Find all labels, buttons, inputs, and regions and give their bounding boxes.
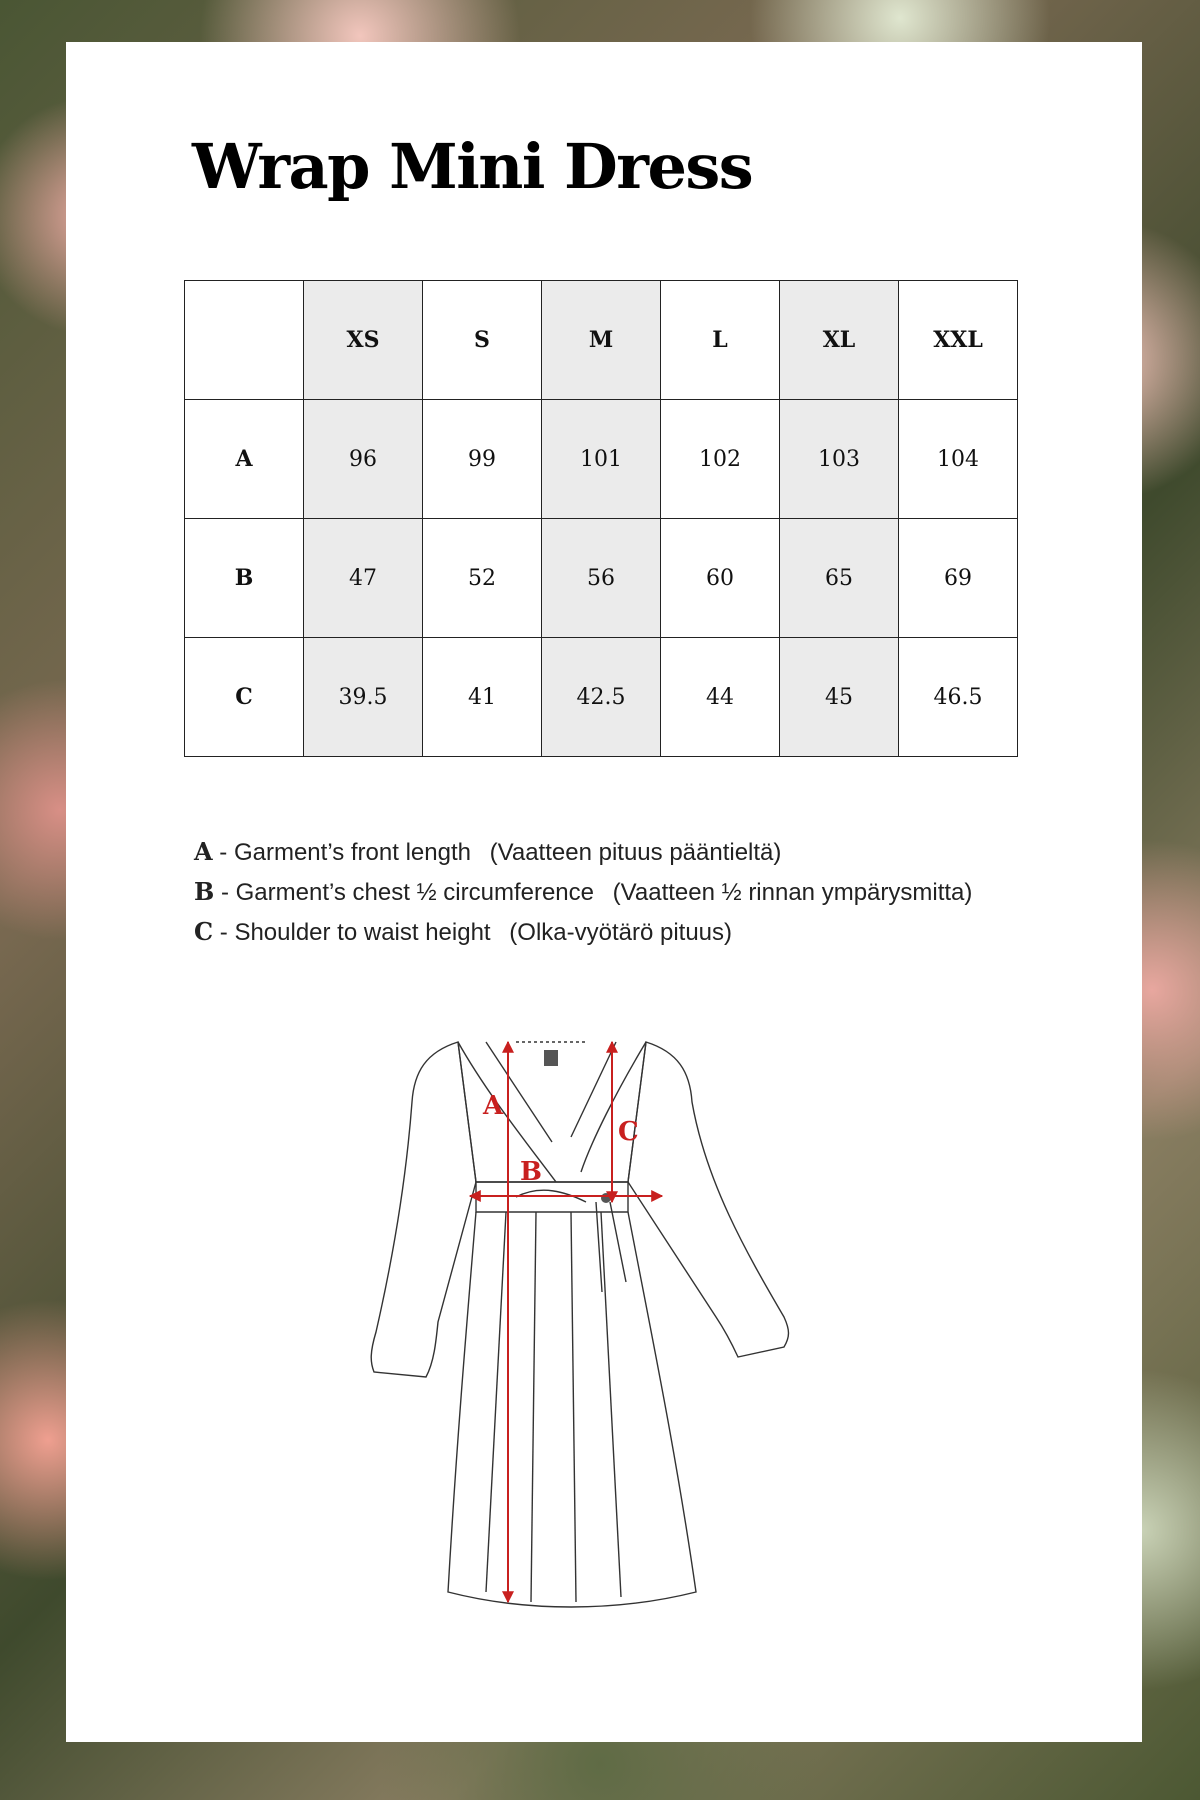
table-cell: 45 <box>780 638 899 757</box>
legend-text: - Garment’s chest ½ circumference <box>220 879 594 906</box>
legend-item-b <box>194 872 972 912</box>
legend-key: A <box>194 837 213 866</box>
table-cell: 102 <box>661 400 780 519</box>
table-cell: 39.5 <box>304 638 423 757</box>
legend-key: B <box>194 877 215 906</box>
measurement-legend <box>194 832 972 952</box>
table-cell: 65 <box>780 519 899 638</box>
table-cell: 104 <box>899 400 1018 519</box>
table-cell: 41 <box>423 638 542 757</box>
size-header-xl: XL <box>780 281 899 400</box>
legend-translation: (Olka-vyötärö pituus) <box>509 919 733 946</box>
table-cell: 69 <box>899 519 1018 638</box>
diagram-label-b: B <box>520 1157 542 1187</box>
table-row <box>185 400 1018 519</box>
legend-key: C <box>194 917 214 946</box>
legend-text: - Garment’s front length <box>219 839 471 866</box>
table-cell: 103 <box>780 400 899 519</box>
size-header-s: S <box>423 281 542 400</box>
table-cell: 60 <box>661 519 780 638</box>
row-label-b: B <box>185 519 304 638</box>
diagram-label-c: C <box>618 1117 639 1147</box>
size-header-m: M <box>542 281 661 400</box>
table-cell: 56 <box>542 519 661 638</box>
legend-item-c <box>194 912 972 952</box>
size-table <box>184 280 1018 757</box>
dress-measurement-diagram <box>366 1032 886 1652</box>
legend-text: - Shoulder to waist height <box>219 919 491 946</box>
table-cell: 96 <box>304 400 423 519</box>
diagram-label-a: A <box>483 1091 504 1121</box>
table-cell: 46.5 <box>899 638 1018 757</box>
table-cell: 99 <box>423 400 542 519</box>
dress-outline <box>371 1042 788 1607</box>
table-corner-cell <box>185 281 304 400</box>
table-cell: 42.5 <box>542 638 661 757</box>
table-cell: 44 <box>661 638 780 757</box>
size-header-xs: XS <box>304 281 423 400</box>
table-cell: 101 <box>542 400 661 519</box>
size-header-l: L <box>661 281 780 400</box>
page-title: Wrap Mini Dress <box>192 130 753 203</box>
table-row <box>185 519 1018 638</box>
legend-item-a <box>194 832 972 872</box>
table-cell: 47 <box>304 519 423 638</box>
row-label-a: A <box>185 400 304 519</box>
table-header-row <box>185 281 1018 400</box>
row-label-c: C <box>185 638 304 757</box>
table-cell: 52 <box>423 519 542 638</box>
legend-translation: (Vaatteen ½ rinnan ympärysmitta) <box>612 879 973 906</box>
size-guide-card <box>66 42 1142 1742</box>
table-row <box>185 638 1018 757</box>
legend-translation: (Vaatteen pituus pääntieltä) <box>489 839 782 866</box>
size-header-xxl: XXL <box>899 281 1018 400</box>
